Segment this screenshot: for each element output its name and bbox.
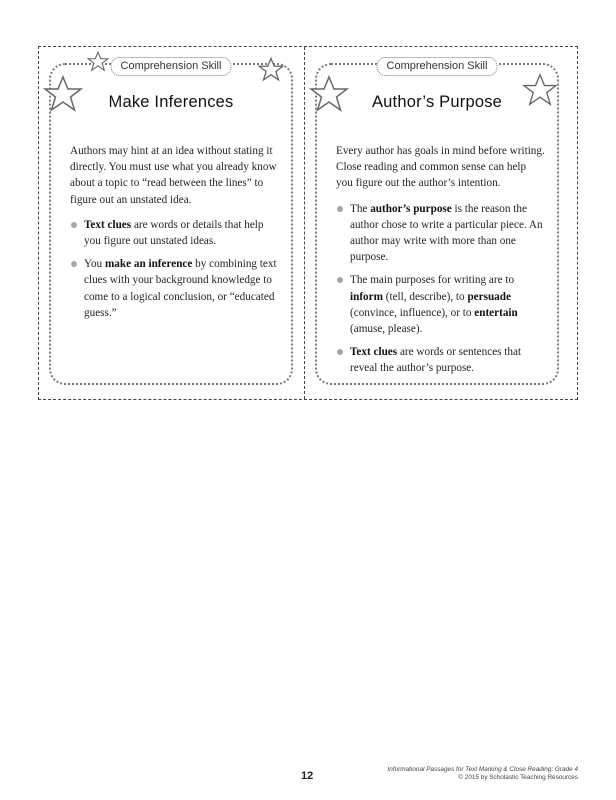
bullet-item: Text clues are words or sentences that reveal the author’s purpose.	[336, 344, 545, 376]
card-title: Author’s Purpose	[371, 93, 503, 111]
intro-paragraph: Authors may hint at an idea without stating it directly. You must use what you already know about a topic to “read between the lines” to figure out an unstated idea.	[70, 145, 277, 206]
footer-credit	[387, 766, 578, 782]
bullet-item: The main purposes for writing are to inform (tell, describe), to persuade (convince, influence), or to entertain (amuse, please).	[336, 272, 545, 337]
cut-line	[304, 47, 305, 399]
card-make-inferences	[49, 60, 293, 385]
copyright: © 2015 by Scholastic Teaching Resources	[458, 774, 578, 782]
star-icon	[258, 57, 284, 82]
page-number: 12	[301, 770, 314, 782]
intro-paragraph: Every author has goals in mind before writing. Close reading and common sense can help you figure out the author’s intention.	[336, 145, 545, 190]
bullet-dot-icon	[71, 222, 77, 228]
bullet-dot-icon	[337, 349, 343, 355]
skill-tag: Comprehension Skill	[377, 57, 498, 76]
bullet-dot-icon	[337, 206, 343, 212]
skill-tag: Comprehension Skill	[111, 57, 232, 76]
bullet-list	[70, 217, 279, 321]
bullet-item: Text clues are words or details that help you figure out unstated ideas.	[70, 217, 279, 249]
book-title: Informational Passages for Text Marking & Close Reading: Grade 4	[387, 766, 578, 773]
card-body	[336, 143, 545, 384]
bullet-dot-icon	[71, 261, 77, 267]
bullet-dot-icon	[337, 277, 343, 283]
card-title: Make Inferences	[108, 93, 234, 111]
bullet-item: You make an inference by combining text clues with your background knowledge to come to a logical conclusion, or “educated guess.”	[70, 256, 279, 321]
bullet-item: The author’s purpose is the reason the author chose to write a particular piece. An author may write with more than one purpose.	[336, 201, 545, 266]
card-authors-purpose	[315, 60, 559, 385]
cutout-sheet	[38, 46, 578, 400]
bullet-list	[336, 201, 545, 377]
star-icon	[87, 51, 109, 72]
card-body	[70, 143, 279, 328]
